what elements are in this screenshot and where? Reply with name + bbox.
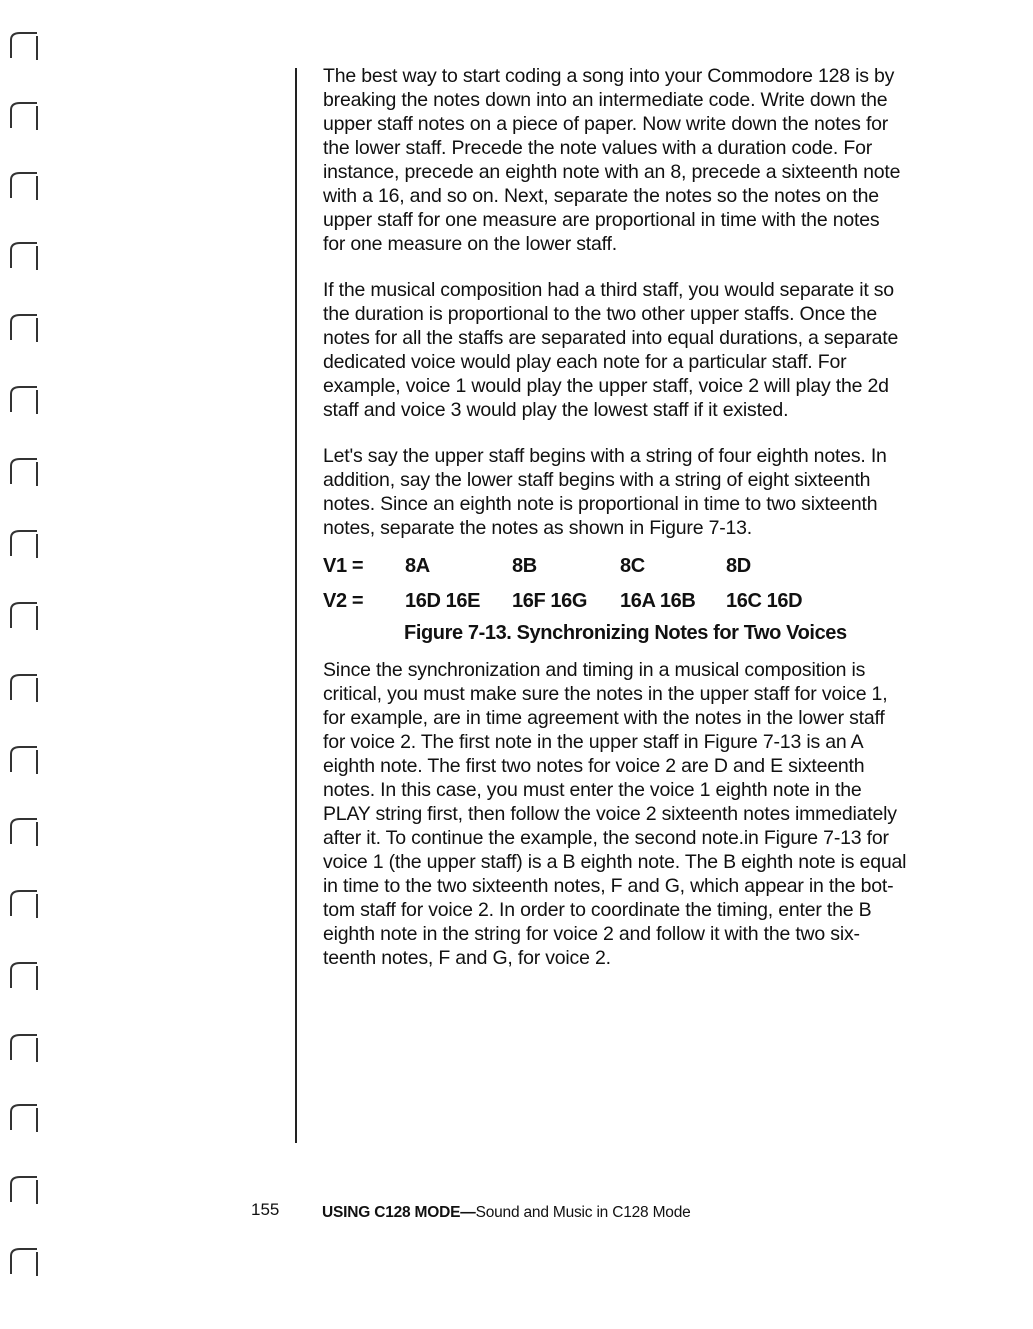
margin-rule — [295, 68, 297, 1143]
note-cell: 16F 16G — [512, 590, 588, 612]
binder-holes — [8, 0, 48, 1324]
paragraph-1: The best way to start coding a song into your Commodore 128 is by breaking the notes down into an intermediate code. Write down the upper staff notes on a piece of paper. Now write down the notes for the lower staff. Precede the note values with a duration code. For instance, precede an eighth note with an 8, precede a sixteenth note with a 16, and so on. Next, separate the notes so the notes on the upper staff for one measure are proportional in time with the notes for one measure on the lower staff. — [323, 65, 901, 255]
binder-hole-icon — [8, 0, 48, 1324]
body-text — [323, 64, 973, 992]
running-footer — [322, 1204, 691, 1222]
voice-label: V1 = — [323, 555, 364, 577]
note-cell: 8B — [512, 555, 537, 577]
page-number: 155 — [251, 1200, 280, 1219]
note-cell: 16C 16D — [726, 590, 803, 612]
note-cell: 8A — [405, 555, 430, 577]
running-head-section: USING C128 MODE— — [322, 1204, 476, 1221]
voice-label: V2 = — [323, 590, 364, 612]
note-cell: 16A 16B — [620, 590, 696, 612]
note-cell: 16D 16E — [405, 590, 481, 612]
note-cell: 8C — [620, 555, 645, 577]
paragraph-4: Since the synchronization and timing in a musical composition is critical, you must make sure the notes in the upper staff for voice 1, for example, are in time agreement with the notes in the lower staff for voice 2. The first note in the upper staff in Figure 7-13 is an A eighth note. The first two notes for voice 2 are D and E sixteenth notes. In this case, you must enter the voice 1 eighth note in the PLAY string first, then follow the voice 2 sixteenth notes immediately after it. To continue the example, the second note.in Figure 7-13 for voice 1 (the upper staff) is a B eighth note. The B eighth note is equal in time to the two sixteenth notes, F and G, which appear in the bot- tom staff for voice 2. In order to coordinate the timing, enter the B eighth note in the string for voice 2 and follow it with the two six- teenth notes, F and G, for voice 2. — [323, 659, 907, 969]
figure-caption: Figure 7-13. Synchronizing Notes for Two Voices — [404, 622, 847, 644]
note-cell: 8D — [726, 555, 751, 577]
figure-7-13 — [323, 550, 973, 646]
paragraph-2: If the musical composition had a third staff, you would separate it so the duration is proportional to the two other upper staffs. Once the notes for all the staffs are separated into equal durations, a separate dedicated voice would play each note for a particular staff. For example, voice 1 would play the upper staff, voice 2 will play the 2d staff and voice 3 would play the lowest staff if it existed. — [323, 279, 899, 421]
figure-row-v2 — [323, 585, 973, 620]
figure-row-v1 — [323, 550, 973, 585]
paragraph-3: Let's say the upper staff begins with a string of four eighth notes. In addition, say the lower staff begins with a string of eight sixteenth notes. Since an eighth note is proportional in time to two sixteenth notes, separate the notes as shown in Figure 7-13. — [323, 445, 887, 539]
running-head-chapter: Sound and Music in C128 Mode — [475, 1204, 691, 1221]
